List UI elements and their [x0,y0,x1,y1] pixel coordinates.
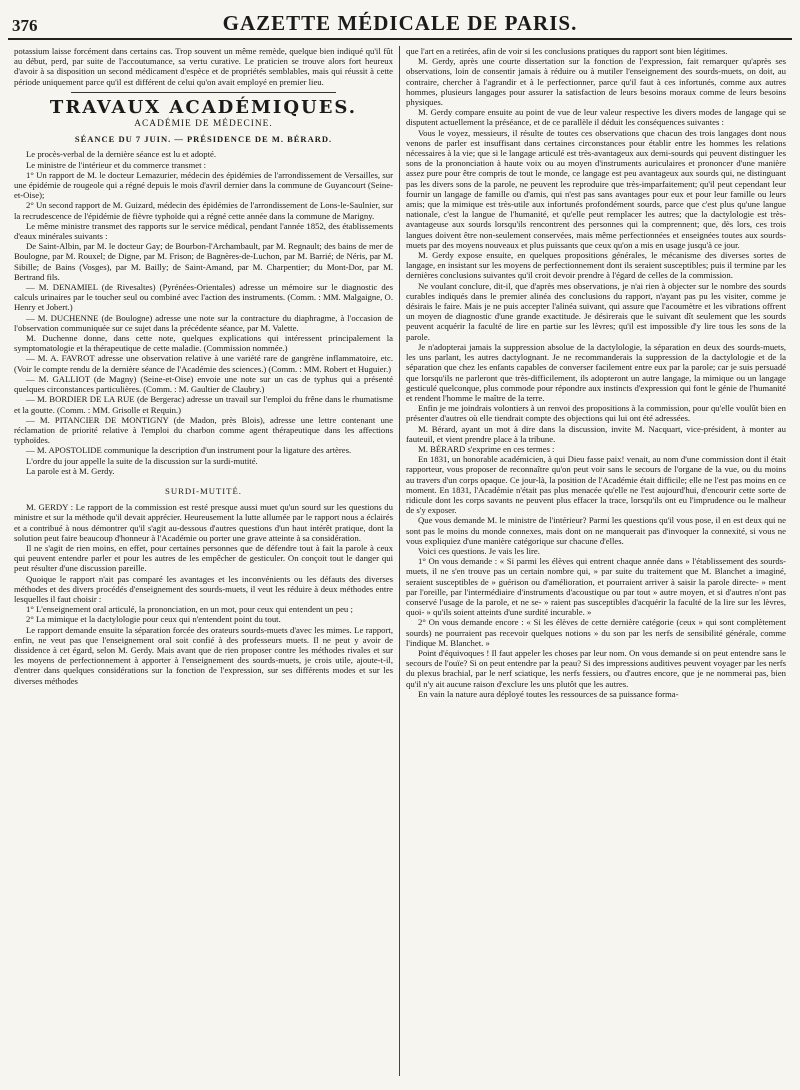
paragraph: Le procès-verbal de la dernière séance est lu et adopté. [26,149,217,160]
paragraph: — M. DENAMIEL (de Rivesaltes) (Pyrénées-Orientales) adresse un mémoire sur le diagnostic des calculs urinaires par le toucher seul ou combiné avec l'action des instruments. (Comm. : MM. Malgaigne, O. Henry et Jobert.) [14,282,393,313]
paragraph: Le ministre de l'intérieur et du commerce transmet : [26,159,207,170]
paragraph: 1° L'enseignement oral articulé, la prononciation, en un mot, pour ceux qui entendent un peu ; [26,604,353,615]
paragraph: M. Gerdy expose ensuite, en quelques propositions générales, le mécanisme des diverses sortes de langage, en insistant sur les moyens de perfectionnement dont ils seraient susceptibles; puis il termine par les dernières conclusions suivantes qu'il croit devoir prendre à l'égard de celles de la commission. [406,250,786,281]
paragraph: De Saint-Albin, par M. le docteur Gay; de Bourbon-l'Archambault, par M. Regnault; des bains de mer de Boulogne, par M. Rouxel; de Digne, par M. Frison; de Bagnères-de-Luchon, par M. Barrié; de Néris, par M. Sibille; de Bains (Vosges), par M. Bailly; de Saint-Amand, par M. Charpentier; du Mont-Dor, par M. Bertrand fils. [14,241,393,282]
paragraph: — M. APOSTOLIDE communique la description d'un instrument pour la ligature des artères. [26,445,352,456]
paragraph: Que vous demande M. le ministre de l'intérieur? Parmi les questions qu'il vous pose, il en est deux qui ne sont pas le moins du monde connexes, mais dont on ne manquerait pas d'invoquer la connexité, si vous ne vous expliquiez d'une manière catégorique sur chacune d'elles. [406,515,786,546]
sub-heading: SURDI-MUTITÉ. [165,485,242,496]
paragraph: Vous le voyez, messieurs, il résulte de toutes ces observations que chacun des trois langages dont nous venons de parler est insuffisant dans certaines circonstances pour établir entre les hommes les relations nécessaires à la vie; que si le langage articulé est très-avantageux aux demi-sourds qui peuvent distinguer les sons de la prononciation à haute voix ou au moyen d'instruments auriculaires et prononcer d'une manière assez pure pour être compris de tout le monde, ce langage est peu avantageux aux sourds qui, ne distinguant pas les divers sons de la parole, ne peuvent les reproduire que très-imparfaitement; qu'il peut cependant leur fournir un langage de famille ou d'amis, qui n'est pas sans avantages pour eux et pour leur famille ou leurs amis; que la mimique est très-utile aux infortunés profondément sourds, parce que c'est plus qu'une langue nationale, c'est la langue de l'humanité, et qu'elle peut remplacer les autres; que la dactylologie est très-avantageuse aux sourds lorsqu'ils rencontrent des personnes qui la comprennent; que, dès lors, ces trois langues doivent être non-seulement conservées, mais même perfectionnées et enseignées toutes aux sourds-muets par des moyens nouveaux et plus puissants que ceux qu'on a mis en usage jusqu'à ce jour. [406,127,786,250]
page-header [8,8,792,40]
text-columns [8,46,792,1076]
intro-paragraph: potassium laisse forcément dans certains cas. Trop souvent un même remède, quelque bien indiqué qu'il fût au début, perd, par suite de l'accoutumance, sa vertu curative. Le praticien se trouve alors fort heureux d'avoir à sa disposition un second médicament d'espèce et de propriétés semblables, mais qui réussit à cette période uniquement parce qu'il est différent de celui qu'on avait employé en premier lieu. [14,46,393,87]
paragraph: En vain la nature aura déployé toutes les ressources de sa puissance forma- [418,688,679,699]
paragraph: Il ne s'agit de rien moins, en effet, pour certaines personnes que de défendre tout à fait la parole à ceux qui peuvent entendre parler et pour les autres de les empêcher de gesticuler. On conçoit tout le danger qui peut résulter d'une discussion pareille. [14,542,393,574]
section-title: TRAVAUX ACADÉMIQUES. [49,96,358,118]
paragraph: 1° On vous demande : « Si parmi les élèves qui entrent chaque année dans » l'établissement des sourds-muets, il ne s'en trouve pas un certain nombre qui, » par suite du traitement que M. Blanchet a imaginé, seraient susceptibles de » guérison ou d'amélioration, et pourraient arriver à saisir la parole directe- » ment par l'oreille, par l'intermédiaire d'instruments d'acoustique ou par tout » autre moyen, et si d'autres n'ont pas conservé l'usage de la parole, et ne se- » raient pas susceptibles d'acquérir la faculté de la lire sur les lèvres, quoi- » qu'ils soient atteints d'une surdité incurable. » [406,556,786,618]
left-column [8,46,400,1076]
paragraph: Point d'équivoques ! Il faut appeler les choses par leur nom. On vous demande si on peut entendre sans le secours de l'ouïe? Si on peut entendre par la peau? Si des impressions auditives peuvent voyager par les nerfs du plexus brachial, par le nerf sciatique, les nerfs fessiers, ou d'autres encore, que je ne nommerai pas, bien qu'il n'y ait aucune raison d'exclure les uns plutôt que les autres. [406,647,786,689]
paragraph: Je n'adopterai jamais la suppression absolue de la dactylologie, la séparation en deux des sourds-muets, les uns parlant, les autres dactylognant. Je ne recommanderais la suppression de la dactylologie et de la séparation que chez les enfants capables de converser facilement entre eux par la parole; car je suis persuadé que lorsqu'ils ne parleront que très-difficilement, ils adopteront un autre langage, la mimique ou un langage gesticulé quelconque, plus commode pour répondre aux instincts d'expression qui font le génie de l'humanité et rendent l'homme le maître de la terre. [406,341,786,403]
paragraph: — M. BORDIER DE LA RUE (de Bergerac) adresse un travail sur l'emploi du frêne dans le rhumatisme et la goutte. (Comm. : MM. Grisolle et Requin.) [14,394,393,415]
paragraph: Voici ces questions. Je vais les lire. [418,545,540,556]
paragraph: — M. DUCHENNE (de Boulogne) adresse une note sur la contracture du diaphragme, à l'occasion de l'observation communiquée sur ce sujet dans la précédente séance, par M. Valette. [14,312,393,333]
paragraph: Enfin je me joindrais volontiers à un renvoi des propositions à la commission, pour qu'elle voulût bien en présenter d'autres où elle tiendrait compte des objections qui lui ont été adressées. [406,403,786,424]
paragraph: Quoique le rapport n'ait pas comparé les avantages et les inconvénients ou les défauts des diverses méthodes et des divers procédés d'enseignement des sourds-muets, il veut les réduire à deux méthodes entre lesquelles il faut choisir : [14,573,393,604]
paragraph: — M. A. FAVROT adresse une observation relative à une variété rare de gangrène inflammatoire, etc. (Voir le compte rendu de la dernière séance de l'Académie des sciences.) (Comm. : MM. Robert et Huguier.) [14,353,393,374]
running-title: GAZETTE MÉDICALE DE PARIS. [222,11,578,35]
paragraph: 1° Un rapport de M. le docteur Lemazurier, médecin des épidémies de l'arrondissement de Versailles, sur une épidémie de rougeole qui a régné depuis le mois d'avril dernier dans la commune de Guyancourt (Seine-et-Oise); [14,169,393,201]
divider [71,92,336,93]
paragraph: M. Bérard, ayant un mot à dire dans la discussion, invite M. Nacquart, vice-président, à monter au fauteuil, et vient prendre place à la tribune. [406,423,786,444]
paragraph: M. Duchenne donne, dans cette note, quelques explications qui intéressent principalement la symptomatologie et la thérapeutique de cette maladie. (Commission nommée.) [14,333,393,354]
paragraph: Le même ministre transmet des rapports sur le service médical, pendant l'année 1852, des établissements d'eaux minérales suivants : [14,220,393,242]
paragraph: M. GERDY : Le rapport de la commission est resté presque aussi muet qu'un sourd sur les questions du ministre et sur la méthode qu'il devait apprécier. Heureusement la lutte allumée par le rapport nous a éclairés et a contribué à nous démontrer qu'il s'agit au-dessous d'autres questions d'un haut intérêt pratique, dont la solution peut faire beaucoup d'honneur à l'Académie ou porter une grave atteinte à sa considération. [14,502,393,543]
page-number: 376 [12,16,38,35]
paragraph: La parole est à M. Gerdy. [26,465,115,476]
paragraph: M. Gerdy, après une courte dissertation sur la fonction de l'expression, fait remarquer qu'après ses observations, loin de consentir jamais à réduire ou à mutiler l'enseignement des sourds-muets, on doit, au contraire, chercher à l'agrandir et à le perfectionner, parce qu'il faut à ces infortunés, comme aux autres hommes, plusieurs langages pour assurer la satisfaction de leurs besoins moraux comme de leurs besoins physiques. [406,56,786,108]
paragraph: Le rapport demande ensuite la séparation forcée des orateurs sourds-muets d'avec les mimes. Le rapport, enfin, ne veut pas que l'enseignement oral soit confié à des professeurs muets. Il ne peut y avoir de dissidence à cet égard, selon M. Gerdy. Mais avant que de rien proposer contre les méthodes rivales et sur les moyens de perfectionnement à apporter à l'enseignement des sourds-muets, je crois utile, ajoute-t-il, d'entrer dans quelques considérations sur la fonction de l'expression, sur ses différents modes et sur les diverses méthodes [14,624,393,686]
paragraph: Ne voulant conclure, dit-il, que d'après mes observations, je n'ai rien à objecter sur le nombre des sourds curables indiqués dans le premier alinéa des conclusions du rapport, n'ayant pas pu les visiter, comme je désirais le faire. Mais je ne puis accepter l'alinéa suivant, qui assure que l'acoumètre et les vibrations offrent un moyen de diagnostic d'une grande exactitude. Je désirerais que le suivant dît seulement que les sourds peuvent acquérir la faculté de lire en partie sur les lèvres; qu'il est impossible d'y lire tous les sons de la parole. [406,280,786,342]
paragraph: M. Gerdy compare ensuite au point de vue de leur valeur respective les divers modes de langage qui se disputent actuellement la préséance, et de ce parallèle il déduit les conséquences suivantes : [406,107,786,128]
paragraph: — M. GALLIOT (de Magny) (Seine-et-Oise) envoie une note sur un cas de typhus qui a présenté quelques circonstances particulières. (Comm. : M. Gaultier de Claubry.) [14,373,393,395]
paragraph: 2° On vous demande encore : « Si les élèves de cette dernière catégorie (ceux » qui sont complètement sourds) ne pourraient pas recevoir quelques notions » du son par les nerfs de sensibilité générale, comme l'indique M. Blanchet. » [406,617,786,648]
paragraph: — M. PITANCIER DE MONTIGNY (de Madon, près Blois), adresse une lettre contenant une réclamation de priorité relative à l'emploi du charbon comme agent thérapeutique dans les affections typhoïdes. [14,414,393,446]
paragraph: En 1831, un honorable académicien, à qui Dieu fasse paix! venait, au nom d'une commission dont il était rapporteur, vous proposer de reconnaître qu'on peut voir sans le secours de l'organe de la vue, ou du moins au travers d'un corps opaque. Ce jour-là, la position de l'Académie était difficile; elle ne l'est pas moins en ce moment. En 1831, l'Académie n'était pas plus menacée qu'elle ne l'est aujourd'hui, d'encourir cette sorte de ridicule dont les corps savants ne peuvent plus effacer la trace, lorsqu'ils ont eu l'imprudence ou le malheur de s'y exposer. [406,454,786,516]
academy-heading: ACADÉMIE DE MÉDECINE. [134,119,273,130]
right-column [400,46,792,1076]
paragraph: que l'art en a retirées, afin de voir si les conclusions pratiques du rapport sont bien légitimes. [406,46,728,56]
paragraph: M. BÉRARD s'exprime en ces termes : [418,443,555,454]
page [8,0,792,1088]
paragraph: 2° La mimique et la dactylologie pour ceux qui n'entendent point du tout. [26,614,281,625]
paragraph: 2° Un second rapport de M. Guizard, médecin des épidémies de l'arrondissement de Lons-le-Saulnier, sur la recrudescence de l'épidémie de fièvre typhoïde qui a régné cette année dans la commune de Marigny. [14,200,393,221]
paragraph: L'ordre du jour appelle la suite de la discussion sur la surdi-mutité. [26,455,258,466]
session-heading: SÉANCE DU 7 JUIN. — PRÉSIDENCE DE M. BÉRARD. [74,134,333,145]
